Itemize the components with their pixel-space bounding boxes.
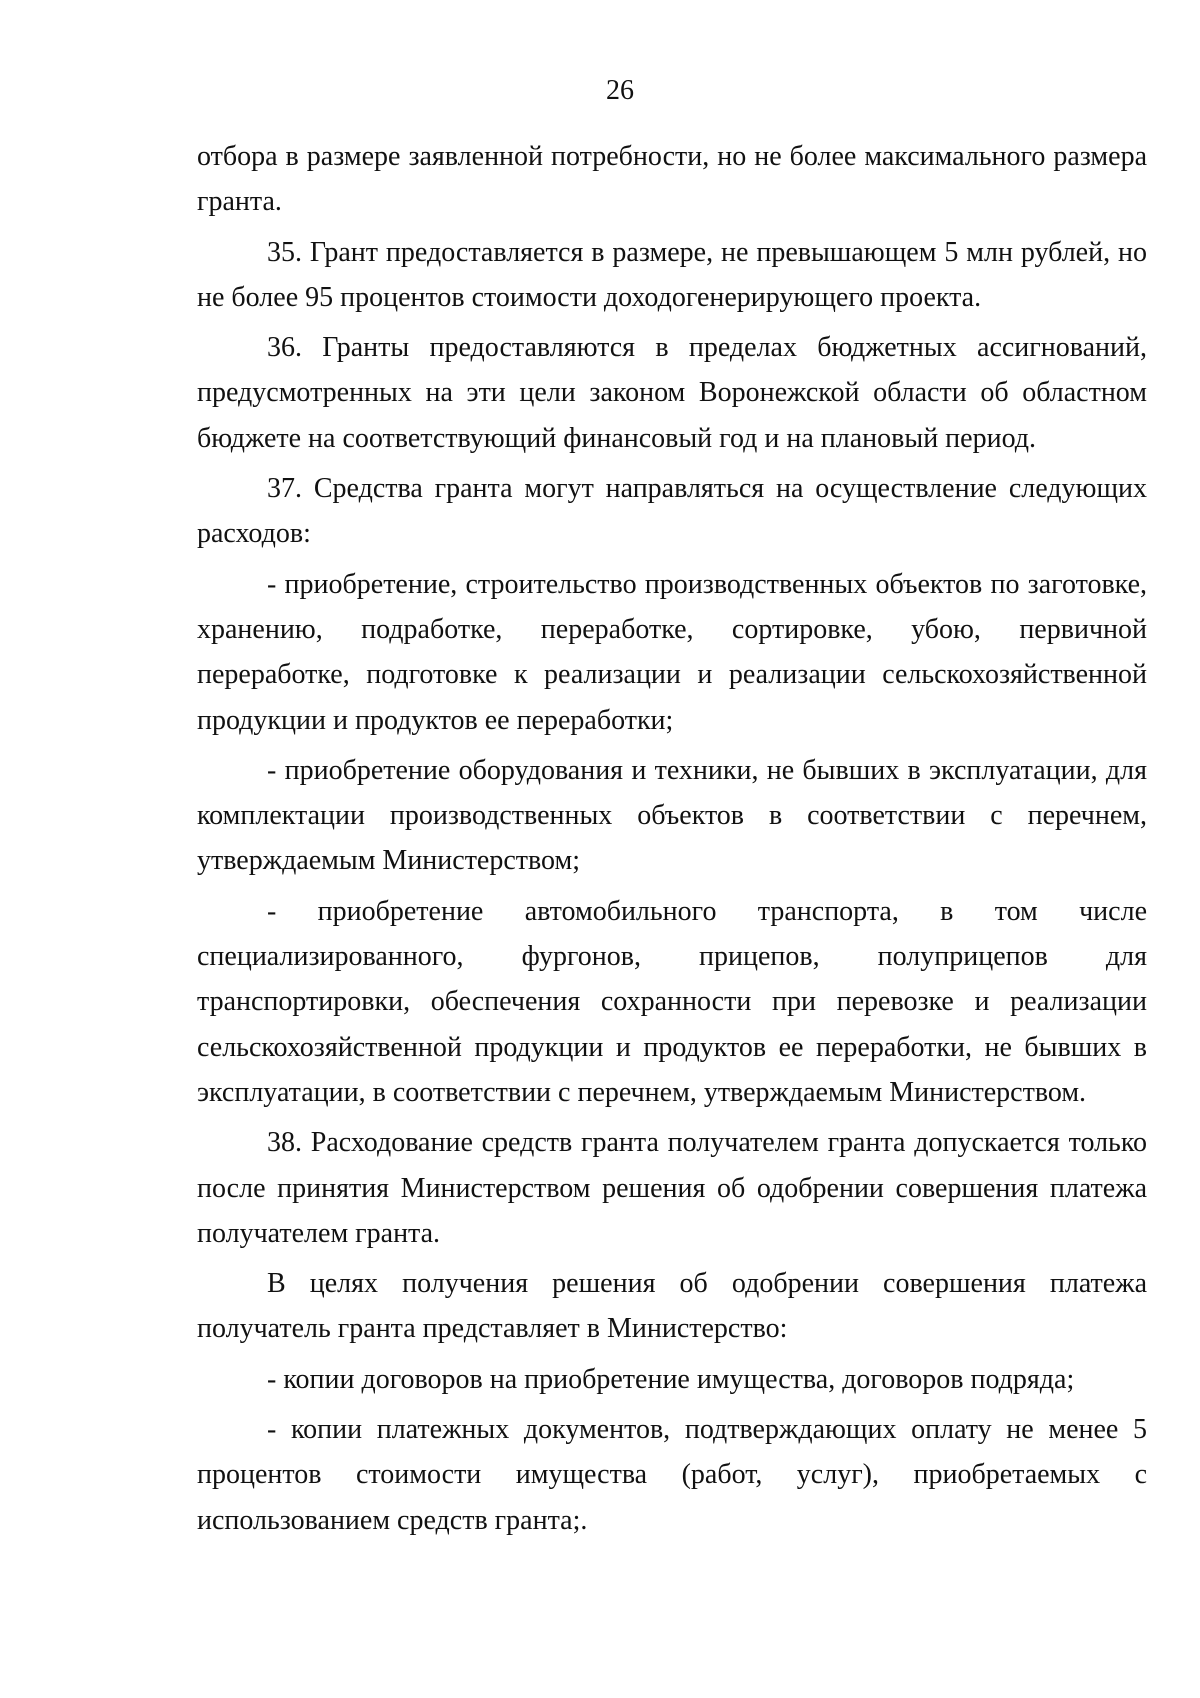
paragraph-payment-approval: В целях получения решения об одобрении совершения платежа получатель гранта представляет в Министерство: [197, 1268, 1147, 1345]
list-item-equipment: - приобретение оборудования и техники, не бывших в эксплуатации, для комплектации производственных объектов в соответствии с перечнем, утверждаемым Министерством; [197, 754, 1147, 877]
paragraph-36: 36. Гранты предоставляются в пределах бюджетных ассигнований, предусмотренных на эти цели законом Воронежской области об областном бюджете на соответствующий финансовый год и на плановый период. [197, 332, 1147, 454]
list-item-contracts: - копии договоров на приобретение имущества, договоров подряда; [267, 1363, 1075, 1395]
list-item-vehicles: - приобретение автомобильного транспорта, в том числе специализированного, фургонов, прицепов, полуприцепов для транспортировки, обеспечения сохранности при перевозке и реализации сельскохозяйственной продукции и продуктов ее переработки, не бывших в эксплуатации, в соответствии с перечнем, утверждаемым Министерством. [197, 895, 1147, 1108]
paragraph-35: 35. Грант предоставляется в размере, не превышающем 5 млн рублей, но не более 95 процентов стоимости доходогенерирующего проекта. [197, 236, 1147, 313]
page-number: 26 [606, 75, 634, 106]
paragraph-37: 37. Средства гранта могут направляться на осуществление следующих расходов: [197, 473, 1147, 550]
paragraph-continuation: отбора в размере заявленной потребности, но не более максимального размера гранта. [197, 141, 1147, 218]
document-body [197, 134, 1147, 1543]
list-item-payment-documents: - копии платежных документов, подтверждающих оплату не менее 5 процентов стоимости имущества (работ, услуг), приобретаемых с использованием средств гранта;. [197, 1414, 1147, 1536]
paragraph-38: 38. Расходование средств гранта получателем гранта допускается только после принятия Министерством решения об одобрении совершения платежа получателем гранта. [197, 1127, 1147, 1249]
list-item-production-objects: - приобретение, строительство производственных объектов по заготовке, хранению, подработке, переработке, сортировке, убою, первичной переработке, подготовке к реализации и реализации сельскохозяйственной продукции и продуктов ее переработки; [197, 568, 1147, 736]
